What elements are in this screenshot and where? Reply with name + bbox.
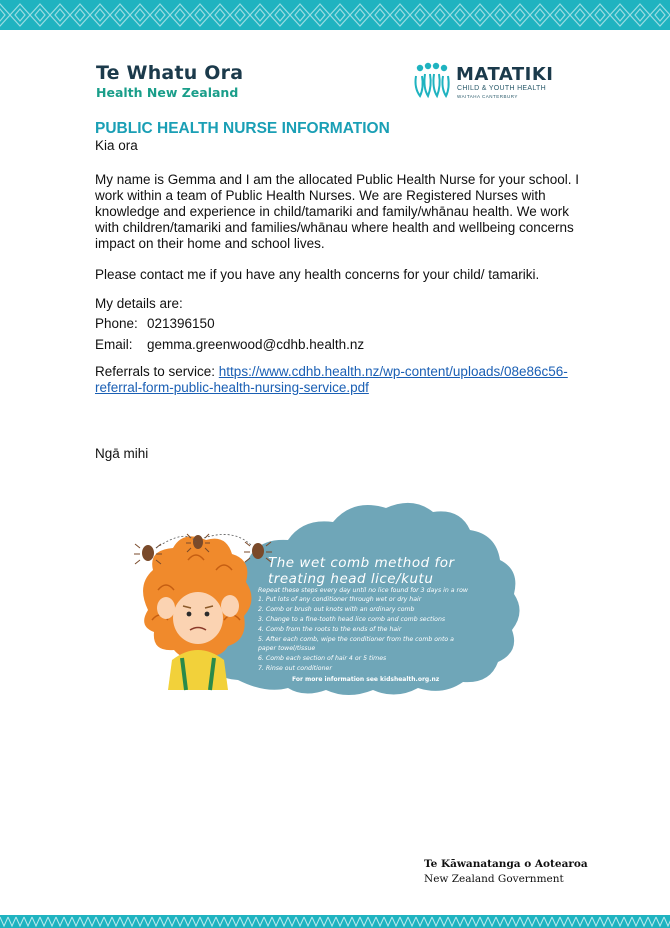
logo-right-sub2: WAITAHA CANTERBURY (457, 94, 518, 99)
letter-body (95, 120, 585, 462)
lice-title-line2: treating head lice/kutu (268, 571, 434, 587)
signoff: Ngā mihi (95, 446, 149, 461)
bottom-pattern-band (0, 915, 670, 928)
logo-left-line1: Te Whatu Ora (96, 62, 244, 84)
lice-title-line1: The wet comb method for (268, 555, 455, 571)
lice-more-info: For more information see kidshealth.org.nz (292, 676, 440, 683)
intro-paragraph: My name is Gemma and I am the allocated Public Health Nurse for your school. I work within a team of Public Health Nurses. We are Registered Nurses with knowledge and experience in child/tamariki and family/whānau health. We work with children/tamariki and families/whānau where health and wellbeing concerns impact on their home and school lives. (95, 172, 579, 251)
email-value: gemma.greenwood@cdhb.health.nz (147, 337, 365, 352)
lice-step: paper towel/tissue (258, 645, 316, 652)
lice-intro: Repeat these steps every day until no lice found for 3 days in a row (258, 587, 468, 594)
nz-government-logo (424, 858, 588, 885)
lice-step: 7. Rinse out conditioner (258, 665, 332, 672)
lice-step: 1. Put lots of any conditioner through wet or dry hair (258, 596, 422, 603)
te-whatu-ora-logo (96, 62, 243, 100)
gov-line1: Te Kāwanatanga o Aotearoa (424, 858, 588, 870)
matatiki-logo (412, 62, 582, 104)
greeting: Kia ora (95, 138, 138, 153)
gov-line2: New Zealand Government (424, 873, 564, 885)
referrals-label: Referrals to service: (95, 364, 219, 379)
phone-value: 021396150 (147, 316, 215, 331)
referrals-paragraph (95, 364, 585, 396)
phone-row (95, 316, 585, 332)
lice-step: 4. Comb from the roots to the ends of the hair (258, 626, 402, 633)
email-label: Email: (95, 337, 133, 352)
email-row (95, 337, 585, 353)
matatiki-people-icon (412, 62, 452, 100)
logo-right-sub1: CHILD & YOUTH HEALTH (457, 85, 546, 92)
logo-left-line2: Health New Zealand (96, 85, 239, 100)
details-heading: My details are: (95, 296, 183, 311)
referral-form-link[interactable]: https://www.cdhb.health.nz/wp-content/uploads/08e86c56-referral-form-public-health-nursing-service.pdf (95, 364, 568, 395)
lice-step: 3. Change to a fine-tooth head lice comb and comb sections (258, 616, 446, 623)
girl-face (173, 592, 223, 644)
top-pattern-band (0, 0, 670, 30)
lice-step: 2. Comb or brush out knots with an ordinary comb (258, 606, 415, 613)
contact-prompt: Please contact me if you have any health concerns for your child/ tamariki. (95, 267, 540, 282)
phone-label: Phone: (95, 316, 138, 331)
logo-right-brand: MATATIKI (456, 64, 554, 85)
lice-step: 5. After each comb, wipe the conditioner from the comb onto a (258, 636, 454, 643)
page-title: PUBLIC HEALTH NURSE INFORMATION (95, 120, 390, 137)
lice-step: 6. Comb each section of hair 4 or 5 times (258, 655, 387, 662)
